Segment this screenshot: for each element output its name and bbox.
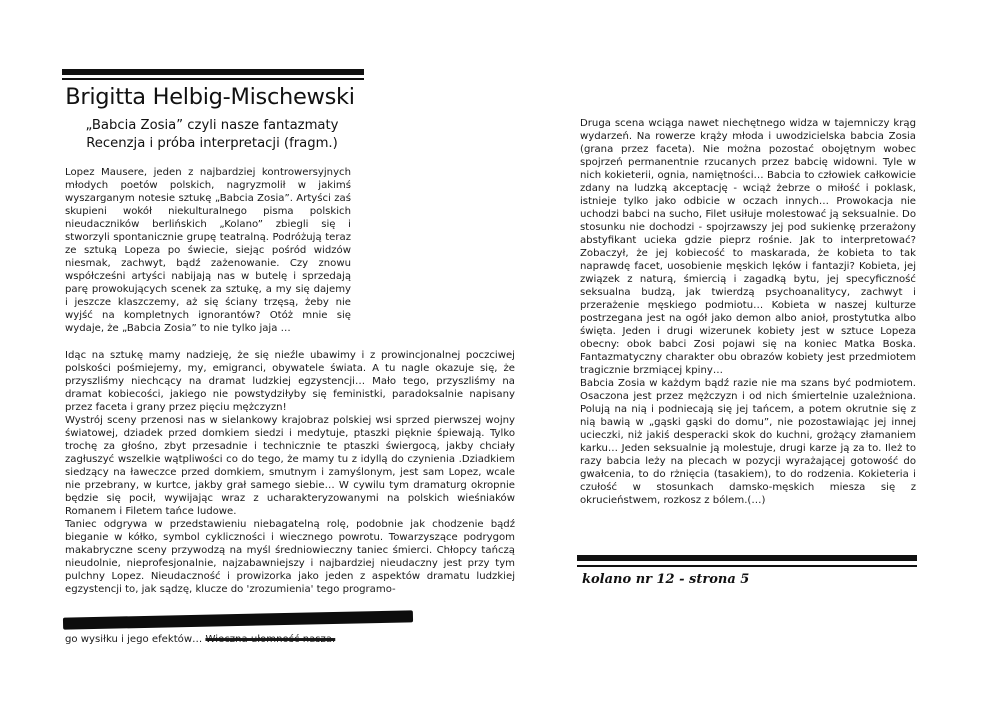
paragraph-4: Taniec odgrywa w przedstawieniu niebagatelną rolę, podobnie jak chodzenie bądź bieganie w kółko, symbol cykliczności i wiecznego powrotu. Towarzyszące podrygom makabryczne sceny przywodzą na myśl średniowieczny taniec śmierci. Chłopcy tańczą nieudolnie, nieprofesjonalnie, najzabawniejszy i najbardziej nieudaczny jest przy tym pulchny Lopez. Nieudaczność i prowizorka jako jeden z aspektów dramatu ludzkiej egzystencji to, jak sądzę, klucze do 'zrozumienia' tego programo- <box>65 519 515 595</box>
redaction-bar <box>63 610 413 629</box>
paragraph-5: Druga scena wciąga nawet niechętnego widza w tajemniczy krąg wydarzeń. Na rowerze krąży młoda i uwodzicielska babcia Zosia (grana przez faceta). Nie można pozostać obojętnym wobec spojrzeń permanentnie rzucanych przez babcię widowni. Tyle w nich kokieterii, ognia, namiętności… Babcia to człowiek całkowicie zdany na ludzką akceptację - wciąż żebrze o miłość i poklask, istnieje tylko jako odbicie w oczach innych… Prowokacja nie uchodzi babci na sucho, Filet usiłuje molestować ją seksualnie. Do stosunku nie dochodzi - spojrzawszy jej pod sukienkę przerażony abstyfikant ucieka gdzie pieprz rośnie. Jak to interpretować? Zobaczył, że jej kobiecość to maskarada, że kobieta to tak naprawdę facet, uosobienie męskich lęków i fantazji? Kobieta, jej związek z naturą, śmiercią i zagadką bytu, jej specyficzność seksualna budzą, jak twierdzą psychoanalitycy, zachwyt i przerażenie męskiego podmiotu… Kobieta w naszej kulturze postrzegana jest na ogół jako demon albo anioł, prostytutka albo święta. Jeden i drugi wizerunek kobiety jest w sztuce Lopeza obecny: obok babci Zosi pojawi się na koniec Matka Boska. Fantazmatyczny charakter obu obrazów kobiety jest przedmiotem tragicznie brzmiącej kpiny… <box>580 118 916 376</box>
paragraph-1: Lopez Mausere, jeden z najbardziej kontrowersyjnych młodych poetów polskich, nagryzmolił w jakimś wyszarganym notesie sztukę „Babcia Zosia”. Artyści zaś skupieni wokół niekulturalnego pisma polskich nieudaczników berlińskich „Kolano” zbiegli się i stworzyli spontanicznie grupę teatralną. Podróżują teraz ze sztuką Lopeza po świecie, siejąc pośród widzów niesmak, zachwyt, bądź zażenowanie. Czy znowu współcześni artyści nabijają nas w butelę i sprzedają parę prowokujących scenek za sztukę, a my się dajemy i jeszcze klaszczemy, aż się ściany trzęsą, żeby nie wyjść na kompletnych ignorantów? Otóż mnie się wydaje, że „Babcia Zosia” to nie tylko jaja … <box>65 167 351 334</box>
author-name: Brigitta Helbig-Mischewski <box>65 84 355 110</box>
top-thin-rule <box>62 78 364 80</box>
footer-thin-rule <box>577 565 917 567</box>
article-title: „Babcia Zosia” czyli nasze fantazmaty <box>85 118 339 133</box>
paragraph-2: Idąc na sztukę mamy nadzieję, że się nieźle ubawimy i z prowincjonalnej poczciwej polskości pośmiejemy, my, emigranci, obywatele świata. A tu nagle okazuje się, że przyszliśmy niechcący na dramat ludzkiej egzystencji… Mało tego, przyszliśmy na dramat kobiecości, jakiego nie powstydziłyby się feministki, paradoksalnie napisany przez faceta i grany przez pięciu mężczyzn! <box>65 350 515 413</box>
paragraph-3: Wystrój sceny przenosi nas w sielankowy krajobraz polskiej wsi sprzed pierwszej wojny światowej, dziadek przed domkiem siedzi i medytuje, ptaszki pięknie śpiewają. Tylko trochę za głośno, zbyt przesadnie i technicznie te ptaszki świergocą, jakby chciały zagłuszyć wszelkie wątpliwości co do tego, że mamy tu z idyllą do czynienia .Dziadkiem siedzący na ławeczce przed domkiem, smutnym i zamyślonym, jest sam Lopez, wcale nie przebrany, w kurtce, jakby grał samego siebie… W cywilu tym dramaturg okropnie będzie się pocił, wywijając wraz z ucharakteryzowanymi na polskich wieśniaków Romanem i Filetem tańce ludowe. <box>65 415 515 517</box>
article-subtitle: Recenzja i próba interpretacji (fragm.) <box>86 136 338 151</box>
right-body-column <box>580 117 916 507</box>
intro-paragraph-column <box>65 166 351 335</box>
left-body-column <box>65 349 515 596</box>
last-line <box>65 634 425 645</box>
page-footer: kolano nr 12 - strona 5 <box>582 572 750 587</box>
struck-text: Wieczna ułomność nasza. <box>205 634 336 645</box>
last-line-text: go wysiłku i jego efektów… <box>65 634 203 645</box>
footer-heavy-rule <box>577 555 917 561</box>
paragraph-6: Babcia Zosia w każdym bądź razie nie ma szans być podmiotem. Osaczona jest przez mężczyzn i od nich śmiertelnie uzależniona. Polują na nią i podniecają się jej tańcem, a potem okrutnie się z nią bawią w „gąski gąski do domu”, nie pozostawiając jej innej ucieczki, niż jakiś desperacki skok do kuchni, grożący złamaniem karku… Jeden seksualnie ją molestuje, drugi karze ją za to. Ileż to razy babcia leży na plecach w pozycji wyrażającej gotowość do gwałcenia, to do rżnięcia (tasakiem), to do rodzenia. Kokieteria i czułość w stosunkach damsko-męskich miesza się z okrucieństwem, rozkosz z bólem.(…) <box>580 378 916 506</box>
top-heavy-rule <box>62 69 364 75</box>
